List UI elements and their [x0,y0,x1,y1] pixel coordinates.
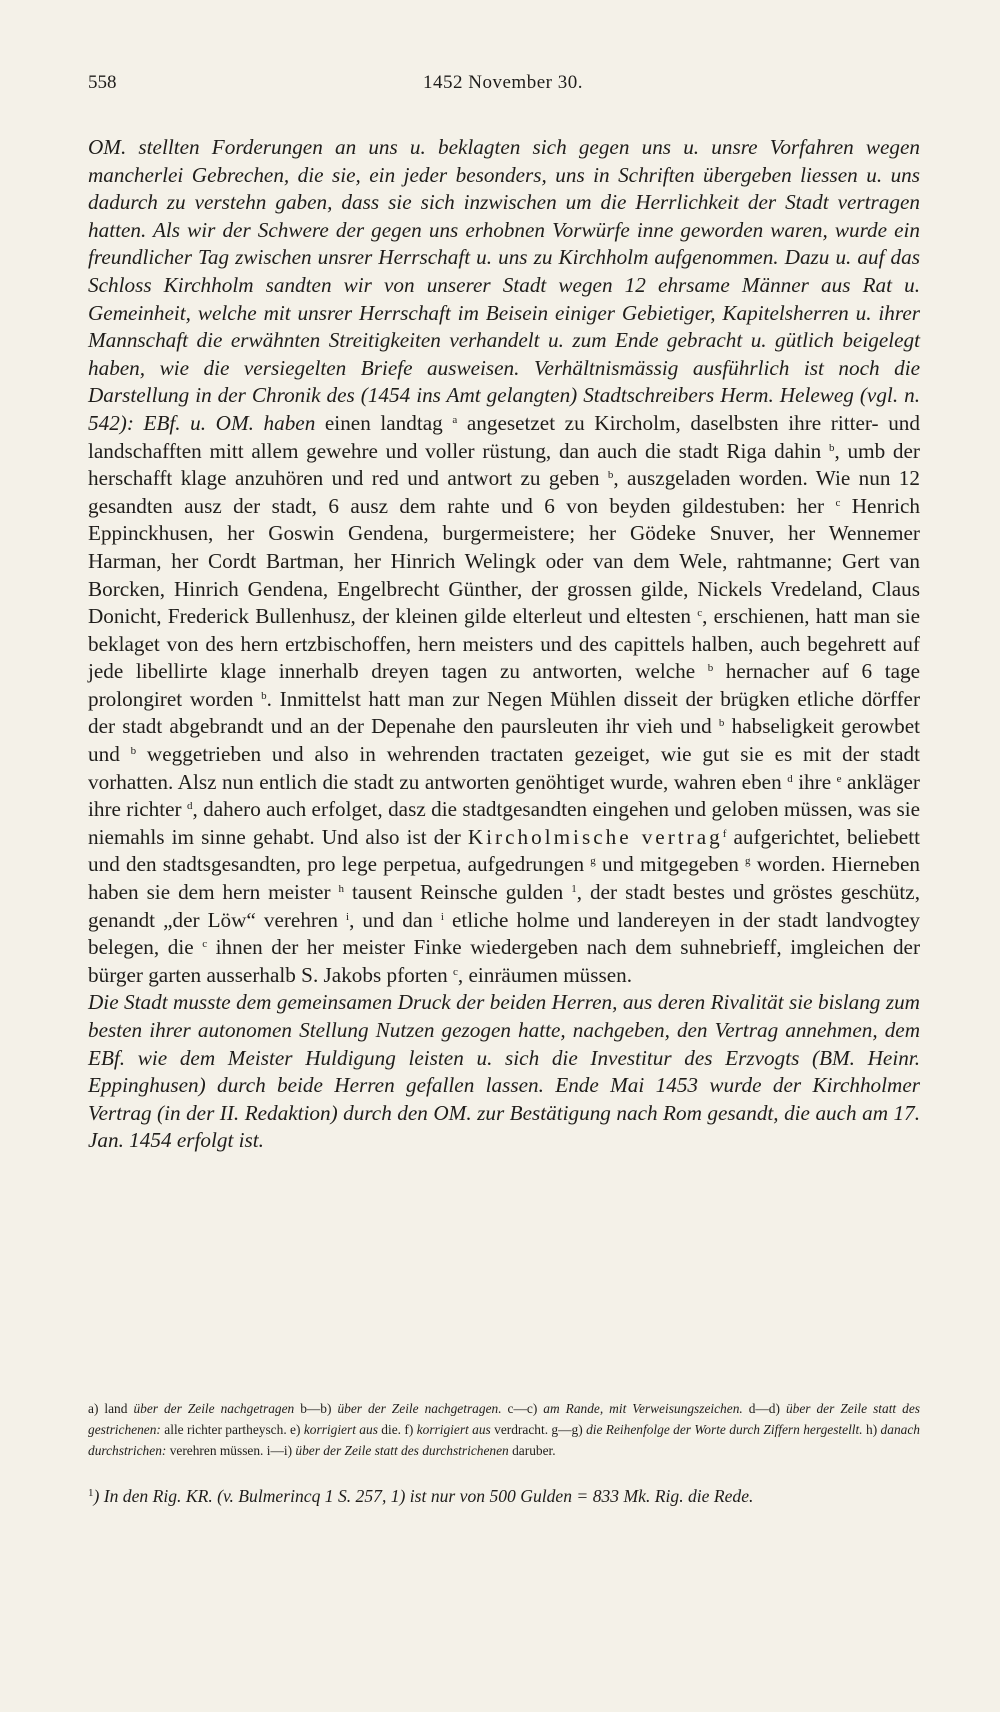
footnote-ref: 1 [571,883,577,896]
variant-mark: b [828,441,835,454]
variant-mark: i [346,910,350,923]
variant-mark: b [718,717,725,730]
variant-mark: d [787,772,793,785]
variant-mark: b [607,469,614,482]
variant-mark: a [452,413,458,426]
variant-mark: c [697,607,703,620]
editorial-summary: OM. stellten Forderungen an uns u. beklagten sich gegen uns u. unsre Vorfahren wegen mancherlei Gebrechen, die sie, ein jeder besonders, uns in Schriften übergeben liessen u. uns dadurch zu verstehn gaben, dass sie sich inzwischen um die Herrlichkeit der Stadt vertragen hatten. Als wir der Schwere der gegen uns erhobnen Vorwürfe inne geworden waren, wurde ein freundlicher Tag zwischen unsrer Herrschaft u. uns zu Kirchholm aufgenommen. Dazu u. auf das Schloss Kirchholm sandten wir von unserer Stadt wegen 12 ehrsame Männer aus Rat u. Gemeinheit, welche mit unsrer Herrschaft im Beisein einiger Gebietiger, Kapitelsherren u. ihrer Mannschaft die erwähnten Streitigkeiten verhandelt u. zum Ende gebracht u. gütlich beigelegt haben, wie die versiegelten Briefe ausweisen. Verhältnismässig ausführlich ist noch die Darstellung in der Chronik des (1454 ins Amt gelangten) Stadtschreibers Herm. Heleweg (vgl. n. 542): EBf. u. OM. haben [88,135,920,435]
variant-mark: h [338,883,344,896]
variant-mark: c [835,496,841,509]
variant-mark: g [745,855,751,868]
variant-mark: b [707,662,714,675]
variant-mark: b [261,689,267,702]
critical-apparatus: a) land über der Zeile nachgetragen b—b) über der Zeile nachgetragen. c—c) am Rande, mit Verweisungszeichen. d—d) über der Zeile statt des gestrichenen: alle richter partheysch. e) korrigiert aus die. f) korrigiert aus verdracht. g—g) die Reihenfolge der Worte durch Ziffern hergestellt. h) danach durchstrichen: verehren müssen. i—i) über der Zeile statt des durchstrichenen daruber. [88,1401,920,1458]
variant-mark: c [202,938,208,951]
running-head: 1452 November 30. [423,72,583,93]
main-text [88,134,920,1155]
main-paragraph [88,134,920,1155]
footnote-text: ) In den Rig. KR. (v. Bulmerincq 1 S. 257, 1) ist nur von 500 Gulden = 833 Mk. Rig. die Rede. [93,1486,754,1506]
page-number: 558 [88,72,117,93]
closing-summary: Die Stadt musste dem gemeinsamen Druck der beiden Herren, aus deren Rivalität sie bislang zum besten ihrer autonomen Stellung Nutzen gezogen hatte, nachgeben, den Vertrag annehmen, dem EBf. wie dem Meister Huldigung leisten u. sich die Investitur des Erzvogts (BM. Heinr. Eppinghusen) durch beide Herren gefallen lassen. Ende Mai 1453 wurde der Kirchholmer Vertrag (in der II. Redaktion) durch den OM. zur Bestätigung nach Rom gesandt, die auch am 17. Jan. 1454 erfolgt ist. [88,990,920,1153]
footnote-marker: 1 [88,1487,94,1499]
variant-mark: d [186,800,193,813]
variant-mark: g [590,855,596,868]
variant-mark: e [836,772,842,785]
chronicle-quote: einen landtag $^a$ angesetzet zu Kircholm, daselbsten ihre ritter- und landschafften mitt allem gewehre und voller rüstung, dan auch die stadt Riga dahin $^b$, umb der herschafft klage anzuhören und red und antwort zu geben $^b$, auszgeladen worden. Wie nun 12 gesandten ausz der stadt, 6 ausz dem rahte und 6 von beyden gildestuben: her $^c$ Henrich Eppinckhusen, her Goswin Gendena, burgermeistere; her Gödeke Snuver, her Wennemer Harman, her Cordt Bartman, her Hinrich Welingk oder van dem Wele, rahtmanne; Gert van Borcken, Hinrich Gendena, Engelbrecht Günther, der grossen gilde, Nickels Vredeland, Claus Donicht, Frederick Bullenhusz, der kleinen gilde elterleut und eltesten $^c$, erschienen, hatt man sie beklaget von des hern ertzbischoffen, hern meisters und des capittels halben, auch begehrett auf jede libellirte klage innerhalb dreyen tagen zu antworten, welche $^b$ hernacher auf 6 tage prolongiret worden $^b$. Inmittelst hatt man zur Negen Mühlen disseit der brügken etliche dörffer der stadt abgebrandt und an der Depenahe den paursleuten ihr vieh und $^b$ habseligkeit gerowbet und $^b$ weggetrieben und also in wehrenden tractaten gezeiget, wie gut sie es mit der stadt vorhatten. Alsz nun entlich die stadt zu antworten genöhtiget wurde, wahren eben $^d$ ihre $^e$ ankläger ihre richter $^d$, dahero auch erfolget, dasz die stadtgesandten eingehen und geloben müssen, was sie niemahls im sinne gehabt. Und also ist der Kircholmische vertrag$^f$ aufgerichtet, beliebett und den stadtsgesandten, pro lege perpetua, aufgedrungen $^g$ und mitgegeben $^g$ worden. Hierneben haben sie dem hern meister $^h$ tausent Reinsche gulden $^1$, der stadt bestes und gröstes geschütz, genandt „der Löw“ verehren $^i$, und dan $^i$ etliche holme und landereyen in der stadt landvogtey belegen, die $^c$ ihnen der her meister Finke wiedergeben nach dem suhnebrieff, imgleichen der bürger garten ausserhalb S. Jakobs pforten $^c$, einräumen müssen. [88,410,921,987]
spaced-title: Kircholmische vertrag [467,824,723,849]
footnote [88,1484,920,1509]
page-header [88,72,918,100]
variant-mark: f [722,827,727,840]
variant-mark: c [453,965,458,978]
variant-mark: b [130,745,137,758]
variant-mark: i [440,910,444,923]
